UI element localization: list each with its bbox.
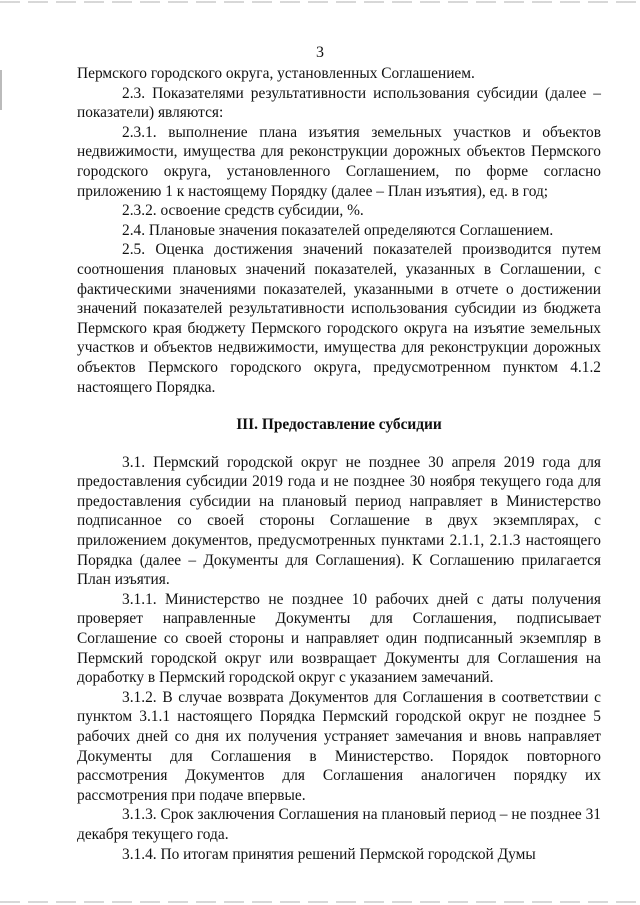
- scan-edge-bottom: [0, 901, 640, 903]
- paragraph-2-5: 2.5. Оценка достижения значений показателей производится путем соотношения плановых значений показателей, указанных в Соглашении, с фактическими значениями показателей, указанными в отчете о достижении значений показателей результативности использования субсидии из бюджета Пермского края бюджету Пермского городского округа на изъятие земельных участков и объектов недвижимости, имущества для реконструкции дорожных объектов Пермского городского округа, предусмотренном пунктом 4.1.2 настоящего Порядка.: [77, 241, 601, 396]
- document-body: [77, 64, 601, 864]
- paragraph-continuation: Пермского городского округа, установленных Соглашением.: [77, 65, 475, 82]
- paragraph-3-1-3: 3.1.3. Срок заключения Соглашения на плановый период – не позднее 31 декабря текущего года.: [77, 806, 601, 843]
- scan-edge-mark: [0, 70, 2, 110]
- paragraph-2-3: 2.3. Показателями результативности использования субсидии (далее – показатели) являются:: [77, 84, 601, 122]
- paragraph-2-3-1: 2.3.1. выполнение плана изъятия земельных участков и объектов недвижимости, имущества для реконструкции дорожных объектов Пермского городского округа, установленного Соглашением, по форме согласно приложению 1 к настоящему Порядку (далее – План изъятия), ед. в год;: [77, 123, 601, 200]
- paragraph-3-1: 3.1. Пермский городской округ не позднее 30 апреля 2019 года для предоставления субсидии 2019 года и не позднее 30 ноября текущего года для предоставления субсидии на плановый период направляет в Министерство подписанное со своей стороны Соглашение в двух экземплярах, с приложением документов, предусмотренных пунктами 2.1.1, 2.1.3 настоящего Порядка (далее – Документы для Соглашения). К Соглашению прилагается План изъятия.: [77, 453, 601, 589]
- paragraph-2-4: 2.4. Плановые значения показателей определяются Соглашением.: [122, 221, 554, 239]
- paragraph-3-1-4: 3.1.4. По итогам принятия решений Пермской городской Думы: [122, 845, 536, 863]
- paragraph-3-1-2: 3.1.2. В случае возврата Документов для Соглашения в соответствии с пунктом 3.1.1 настоящего Порядка Пермский городской округ не позднее 5 рабочих дней со дня их получения устраняет замечания и вновь направляет Документы для Соглашения в Министерство. Порядок повторного рассмотрения Документов для Соглашения аналогичен порядку их рассмотрения при подаче впервые.: [77, 688, 601, 804]
- scan-edge-top: [0, 1, 640, 3]
- page-number: 3: [316, 44, 324, 61]
- section-heading: III. Предоставление субсидии: [236, 416, 442, 434]
- paragraph-3-1-1: 3.1.1. Министерство не позднее 10 рабочих дней с даты получения проверяет направленные Документы для Соглашения, подписывает Соглашение со своей стороны и направляет один подписанный экземпляр в Пермский городской округ или возвращает Документы для Соглашения на доработку в Пермский городской округ с указанием замечаний.: [77, 590, 601, 687]
- paragraph-2-3-2: 2.3.2. освоение средств субсидии, %.: [122, 202, 364, 220]
